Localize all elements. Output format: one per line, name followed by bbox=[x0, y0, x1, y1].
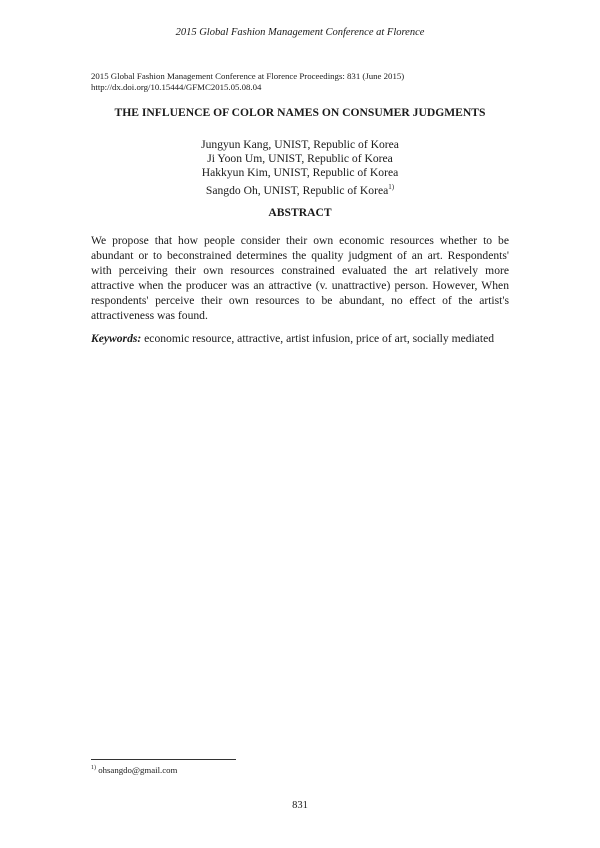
paper-title: THE INFLUENCE OF COLOR NAMES ON CONSUMER JUDGMENTS bbox=[114, 106, 486, 119]
keywords bbox=[91, 331, 509, 346]
footnote-divider bbox=[91, 759, 236, 760]
author-list bbox=[0, 138, 600, 198]
footnote-email[interactable]: ohsangdo@gmail.com bbox=[98, 765, 178, 775]
proceedings-info bbox=[91, 71, 404, 93]
footnote-ref[interactable]: 1) bbox=[388, 183, 395, 191]
keywords-label: Keywords: bbox=[91, 332, 142, 345]
doi-link[interactable]: http://dx.doi.org/10.15444/GFMC2015.05.08.04 bbox=[91, 82, 262, 92]
running-header: 2015 Global Fashion Management Conference at Florence bbox=[175, 27, 425, 38]
page-number: 831 bbox=[292, 800, 308, 811]
abstract-body: We propose that how people consider their own economic resources whether to be abundant or to beconstrained determines the quality judgment of an art. Respondents' with perceiving their own resources constrained evaluated the art relatively more attractive when the producer was an attractive (v. unattractive) person. However, When respondents' perceive their own resources to be abundant, no effect of the artist's attractiveness was found. bbox=[91, 234, 509, 322]
author-3: Hakkyun Kim, UNIST, Republic of Korea bbox=[201, 166, 399, 179]
author-2: Ji Yoon Um, UNIST, Republic of Korea bbox=[207, 152, 393, 165]
footnote bbox=[91, 765, 177, 775]
author-4 bbox=[0, 180, 600, 198]
author-1: Jungyun Kang, UNIST, Republic of Korea bbox=[201, 138, 399, 151]
abstract-heading: ABSTRACT bbox=[268, 206, 332, 219]
footnote-marker: 1) bbox=[91, 765, 96, 772]
proceedings-citation: 2015 Global Fashion Management Conference at Florence Proceedings: 831 (June 2015) bbox=[91, 71, 405, 81]
author-4-name: Sangdo Oh, UNIST, Republic of Korea bbox=[205, 183, 389, 197]
keywords-text: economic resource, attractive, artist infusion, price of art, socially mediated bbox=[144, 332, 495, 345]
